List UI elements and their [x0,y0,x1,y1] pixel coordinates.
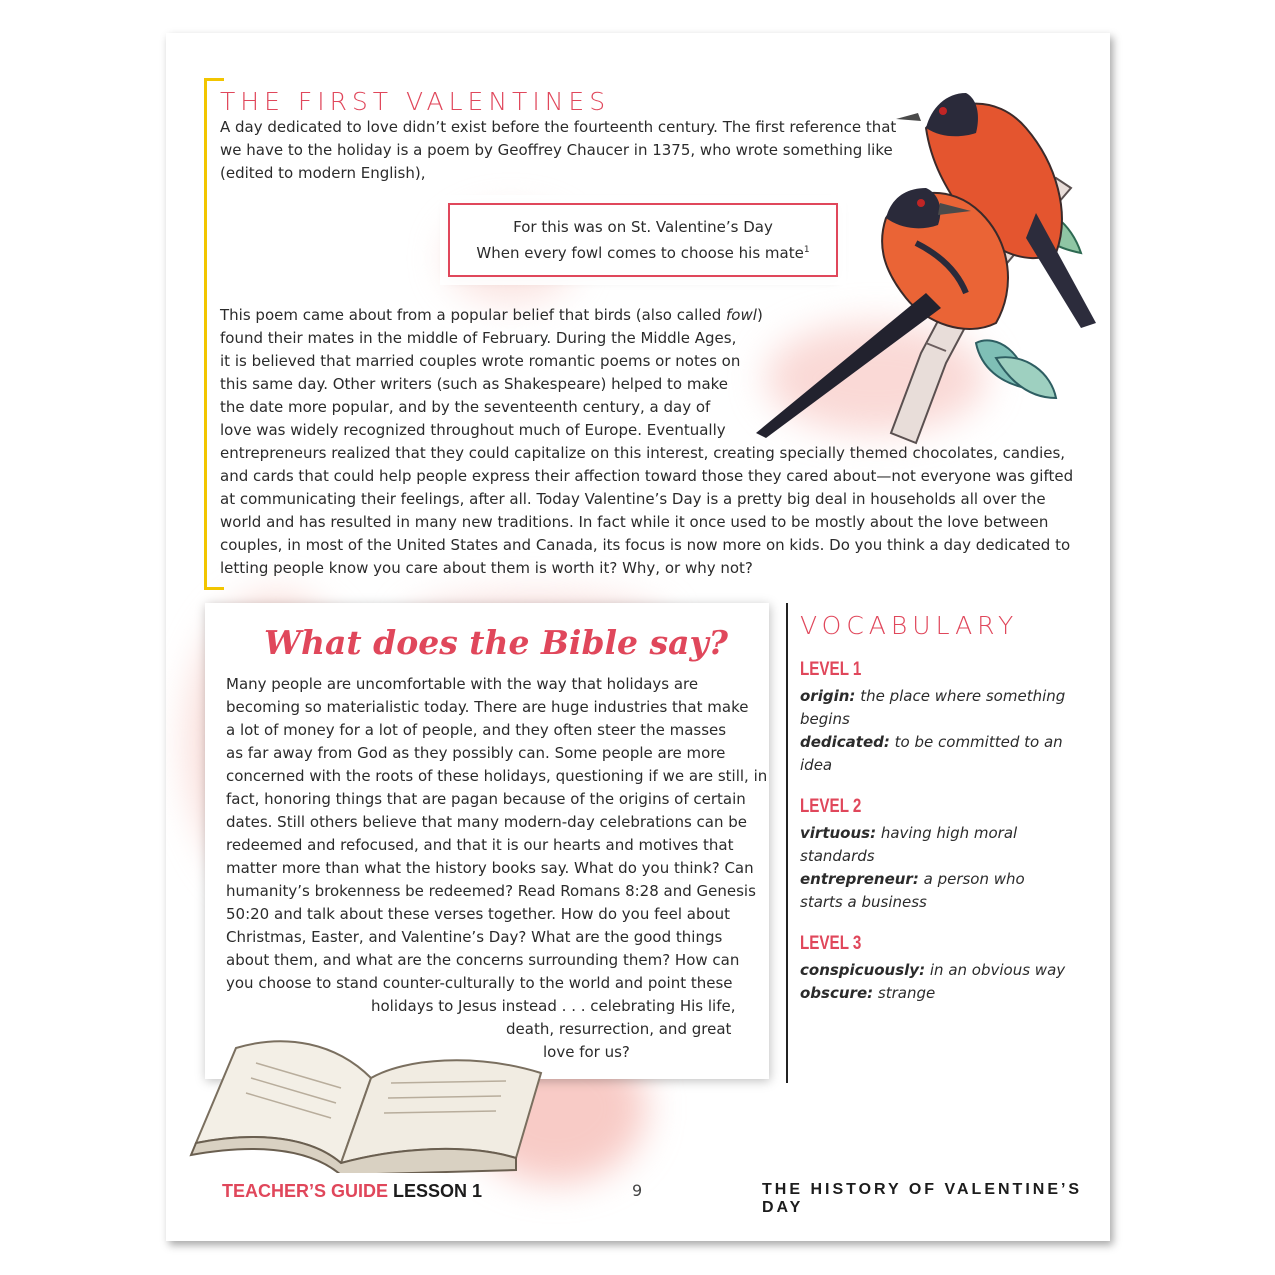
paragraph-line: death, resurrection, and great [506,1020,732,1038]
level-heading: LEVEL 1 [800,659,862,680]
vocab-definition: a person who starts a business [800,870,1025,911]
paragraph-line: world and has resulted in many new traditions. In fact while it once used to be mostly about the love between [220,513,1049,531]
column-divider [786,603,788,1083]
paragraph-line: this same day. Other writers (such as Shakespeare) helped to make [220,375,729,393]
poem-quote-box [448,203,838,277]
bracket-line [204,78,207,590]
paragraph-line: a lot of money for a lot of people, and they often steer the masses [226,721,727,739]
vocab-term: dedicated: [800,733,890,751]
paragraph-line: dates. Still others believe that many modern-day celebrations can be [226,813,748,831]
vocab-term: virtuous: [800,824,877,842]
paragraph-line: redeemed and refocused, and that it is our hearts and motives that [226,836,734,854]
paragraph-line: you choose to stand counter-culturally to the world and point these [226,974,733,992]
paragraph-line: This poem came about from a popular belief that birds (also called fowl) [220,306,763,324]
paragraph-line: it is believed that married couples wrote romantic poems or notes on [220,352,741,370]
level-heading: LEVEL 3 [800,933,862,954]
vocab-term: conspicuously: [800,961,926,979]
bracket-line [204,78,224,81]
history-paragraph [220,304,1074,580]
vocab-definition: to be committed to an idea [800,733,1063,774]
page [166,33,1110,1241]
bracket-line [204,587,224,590]
paragraph-line: letting people know you care about them is worth it? Why, or why not? [220,559,753,577]
lesson-label: LESSON 1 [393,1181,483,1201]
vocab-definition: in an obvious way [929,961,1066,979]
vocab-definition: the place where something begins [800,687,1066,728]
paragraph-line: love was widely recognized throughout much of Europe. Eventually [220,421,726,439]
book-title: THE HISTORY OF VALENTINE’S DAY [762,1181,1083,1216]
paragraph-line: Christmas, Easter, and Valentine’s Day? What are the good things [226,928,723,946]
footer-guide-label [222,1181,482,1202]
paragraph-line: at communicating their feelings, after all. Today Valentine’s Day is a pretty big deal in households all over the [220,490,1046,508]
paragraph-line: the date more popular, and by the seventeenth century, a day of [220,398,711,416]
vocab-term: entrepreneur: [800,870,919,888]
vocab-entry [800,731,1070,777]
paragraph-line: as far away from God as they possibly can. Some people are more [226,744,726,762]
level-heading: LEVEL 2 [800,796,862,817]
vocab-entry [800,982,1070,1005]
vocab-entry [800,868,1070,914]
intro-paragraph: A day dedicated to love didn’t exist before the fourteenth century. The first reference that we have to the holiday is a poem by Geoffrey Chaucer in 1375, who wrote something like (edited to modern English), [220,118,897,182]
paragraph-line: entrepreneurs realized that they could capitalize on this interest, creating specially themed chocolates, candies, [220,444,1066,462]
vocab-term: obscure: [800,984,874,1002]
paragraph-line: humanity’s brokenness be redeemed? Read Romans 8:28 and Genesis [226,882,756,900]
paragraph-line: fact, honoring things that are pagan because of the origins of certain [226,790,746,808]
paragraph-line: concerned with the roots of these holidays, questioning if we are still, in [226,767,768,785]
paragraph-line: becoming so materialistic today. There are huge industries that make [226,698,749,716]
open-bible-illustration [176,1023,576,1173]
vocabulary-title: VOCABULARY [800,611,1019,640]
paragraph-line: 50:20 and talk about these verses together. How do you feel about [226,905,731,923]
paragraph-line: matter more than what the history books say. What do you think? Can [226,859,754,877]
vocab-entry [800,822,1070,868]
paragraph-line: Many people are uncomfortable with the way that holidays are [226,675,699,693]
vocab-entry [800,685,1070,731]
footnote-marker: 1 [803,245,810,255]
bible-paragraph [226,673,768,1064]
quote-line: When every fowl comes to choose his mate$^1$ [476,244,810,262]
quote-line: For this was on St. Valentine’s Day [513,218,773,236]
paragraph-line: and cards that could help people express their affection toward those they cared about—not everyone was gifted [220,467,1074,485]
section-title: THE FIRST VALENTINES [220,87,611,116]
paragraph-line: love for us? [543,1043,630,1061]
bible-title: What does the Bible say? [263,623,729,662]
guide-label: TEACHER’S GUIDE [222,1181,389,1201]
paragraph-line: couples, in most of the United States and Canada, its focus is now more on kids. Do you think a day dedicated to [220,536,1071,554]
paragraph-line: holidays to Jesus instead . . . celebrating His life, [371,997,736,1015]
vocab-definition: having high moral standards [800,824,1018,865]
vocab-definition: strange [877,984,936,1002]
vocab-entry [800,959,1070,982]
paragraph-line: about them, and what are the concerns surrounding them? How can [226,951,740,969]
page-number: 9 [632,1181,643,1200]
paragraph-line: found their mates in the middle of February. During the Middle Ages, [220,329,737,347]
vocab-term: origin: [800,687,856,705]
